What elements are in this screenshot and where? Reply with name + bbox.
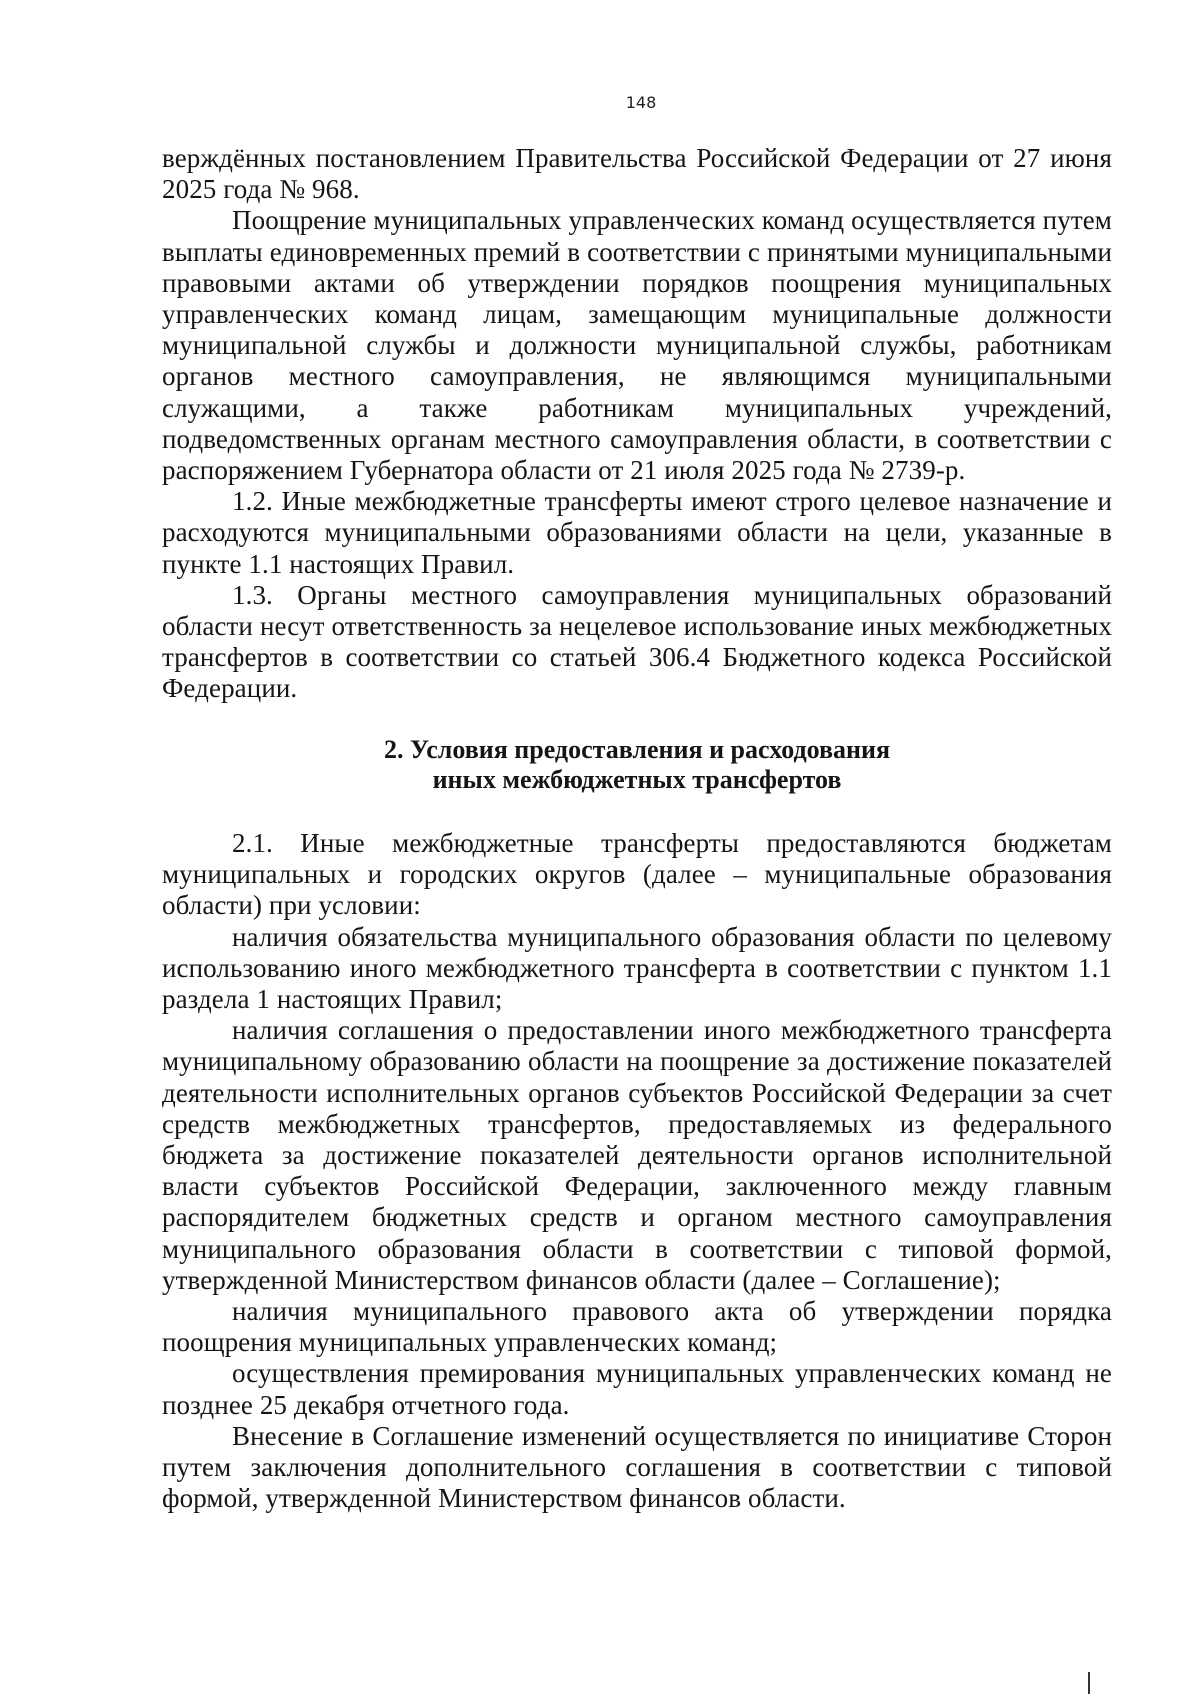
condition-agreement: наличия соглашения о предоставлении иного межбюджетного трансферта муниципальному образованию области на поощрение за достижение показателей деятельности исполнительных органов субъектов Российской Федерации за счет средств межбюджетных трансфертов, предоставляемых из федерального бюджета за достижение показателей деятельности органов исполнительной власти субъектов Российской Федерации, заключенного между главным распорядителем бюджетных средств и органом местного самоуправления муниципального образования области в соответствии с типовой формой, утвержденной Министерством финансов области (далее – Соглашение);	[162, 1015, 1112, 1295]
paragraph-incentive-payments: Поощрение муниципальных управленческих команд осуществляется путем выплаты единовременных премий в соответствии с принятыми муниципальными правовыми актами об утверждении порядков поощрения муниципальных управленческих команд лицам, замещающим муниципальные должности муниципальной службы и должности муниципальной службы, работникам органов местного самоуправления, не являющимся муниципальными служащими, а также работникам муниципальных учреждений, подведомственных органам местного самоуправления области, в соответствии с распоряжением Губернатора области от 21 июля 2025 года № 2739-р.	[162, 205, 1112, 486]
condition-bonus-deadline: осуществления премирования муниципальных управленческих команд не позднее 25 декабря отчетного года.	[162, 1358, 1112, 1420]
intro-text-block	[162, 143, 1112, 705]
scan-edge-mark	[1088, 1672, 1090, 1694]
paragraph-1-2: 1.2. Иные межбюджетные трансферты имеют строго целевое назначение и расходуются муниципальными образованиями области на цели, указанные в пункте 1.1 настоящих Правил.	[162, 486, 1112, 579]
section-2-heading-line-1: 2. Условия предоставления и расходования	[383, 735, 891, 764]
paragraph-continuation: верждённых постановлением Правительства Российской Федерации от 27 июня 2025 года № 968.	[162, 143, 1112, 205]
paragraph-amendments: Внесение в Соглашение изменений осуществляется по инициативе Сторон путем заключения дополнительного соглашения в соответствии с типовой формой, утвержденной Министерством финансов области.	[162, 1420, 1112, 1514]
condition-obligation: наличия обязательства муниципального образования области по целевому использованию иного межбюджетного трансферта в соответствии с пунктом 1.1 раздела 1 настоящих Правил;	[162, 921, 1112, 1015]
page-number: 148	[625, 93, 657, 112]
section-2-heading-line-2: иных межбюджетных трансфертов	[432, 765, 842, 794]
paragraph-2-1: 2.1. Иные межбюджетные трансферты предоставляются бюджетам муниципальных и городских округов (далее – муниципальные образования области) при условии:	[162, 828, 1112, 921]
section-2-text-block	[162, 828, 1112, 1514]
condition-legal-act: наличия муниципального правового акта об утверждении порядка поощрения муниципальных управленческих команд;	[162, 1296, 1112, 1358]
section-2-heading	[162, 735, 1112, 795]
paragraph-1-3: 1.3. Органы местного самоуправления муниципальных образований области несут ответственность за нецелевое использование иных межбюджетных трансфертов в соответствии со статьей 306.4 Бюджетного кодекса Российской Федерации.	[162, 579, 1112, 704]
